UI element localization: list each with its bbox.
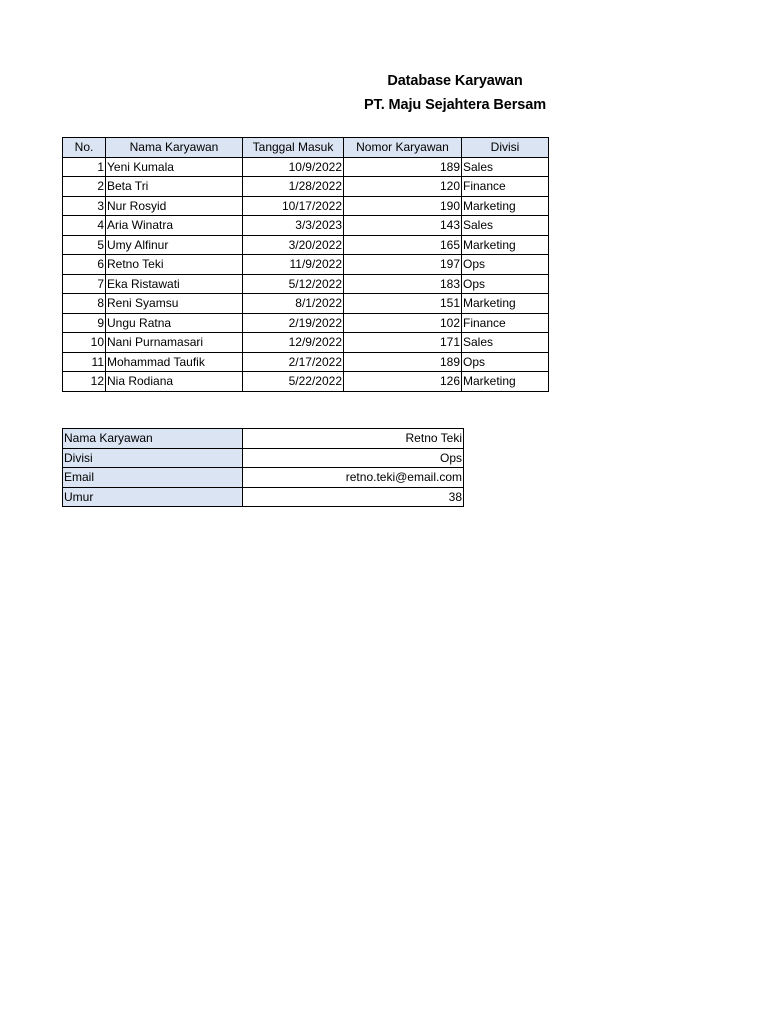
cell-nama-karyawan: Reni Syamsu (106, 294, 243, 314)
cell-nomor-karyawan: 189 (344, 352, 462, 372)
detail-row (63, 487, 464, 507)
cell-nama-karyawan: Umy Alfinur (106, 235, 243, 255)
cell-no: 11 (63, 352, 106, 372)
cell-nomor-karyawan: 190 (344, 196, 462, 216)
cell-nomor-karyawan: 143 (344, 216, 462, 236)
cell-nomor-karyawan: 183 (344, 274, 462, 294)
cell-no: 12 (63, 372, 106, 392)
cell-divisi: Marketing (462, 196, 549, 216)
header-nomor-karyawan: Nomor Karyawan (344, 138, 462, 158)
header-tanggal-masuk: Tanggal Masuk (243, 138, 344, 158)
detail-value: retno.teki@email.com (243, 468, 464, 488)
company-name: PT. Maju Sejahtera Bersam (363, 97, 547, 113)
document-title: Database Karyawan (387, 73, 523, 89)
table-row (63, 352, 549, 372)
cell-nomor-karyawan: 171 (344, 333, 462, 353)
cell-no: 5 (63, 235, 106, 255)
cell-tanggal-masuk: 8/1/2022 (243, 294, 344, 314)
cell-tanggal-masuk: 1/28/2022 (243, 177, 344, 197)
table-row (63, 372, 549, 392)
cell-nama-karyawan: Retno Teki (106, 255, 243, 275)
cell-divisi: Ops (462, 274, 549, 294)
cell-divisi: Marketing (462, 294, 549, 314)
cell-nomor-karyawan: 151 (344, 294, 462, 314)
header-divisi: Divisi (462, 138, 549, 158)
cell-tanggal-masuk: 2/17/2022 (243, 352, 344, 372)
cell-nama-karyawan: Nia Rodiana (106, 372, 243, 392)
cell-tanggal-masuk: 3/3/2023 (243, 216, 344, 236)
cell-divisi: Sales (462, 333, 549, 353)
cell-nama-karyawan: Nur Rosyid (106, 196, 243, 216)
cell-tanggal-masuk: 5/12/2022 (243, 274, 344, 294)
cell-no: 8 (63, 294, 106, 314)
table-row (63, 313, 549, 333)
cell-tanggal-masuk: 5/22/2022 (243, 372, 344, 392)
cell-nomor-karyawan: 126 (344, 372, 462, 392)
detail-value: Retno Teki (243, 429, 464, 449)
cell-divisi: Ops (462, 352, 549, 372)
table-row (63, 294, 549, 314)
detail-row (63, 468, 464, 488)
cell-nama-karyawan: Ungu Ratna (106, 313, 243, 333)
table-row (63, 216, 549, 236)
detail-label: Nama Karyawan (63, 429, 243, 449)
cell-nama-karyawan: Eka Ristawati (106, 274, 243, 294)
table-row (63, 157, 549, 177)
detail-label: Umur (63, 487, 243, 507)
cell-divisi: Sales (462, 216, 549, 236)
table-row (63, 235, 549, 255)
cell-nama-karyawan: Mohammad Taufik (106, 352, 243, 372)
cell-tanggal-masuk: 11/9/2022 (243, 255, 344, 275)
cell-no: 6 (63, 255, 106, 275)
table-row (63, 255, 549, 275)
detail-row (63, 448, 464, 468)
cell-no: 1 (63, 157, 106, 177)
cell-no: 9 (63, 313, 106, 333)
cell-divisi: Marketing (462, 235, 549, 255)
cell-no: 4 (63, 216, 106, 236)
cell-no: 10 (63, 333, 106, 353)
cell-nomor-karyawan: 165 (344, 235, 462, 255)
cell-tanggal-masuk: 2/19/2022 (243, 313, 344, 333)
header-no: No. (63, 138, 106, 158)
cell-tanggal-masuk: 3/20/2022 (243, 235, 344, 255)
cell-nama-karyawan: Nani Purnamasari (106, 333, 243, 353)
cell-divisi: Ops (462, 255, 549, 275)
table-row (63, 274, 549, 294)
cell-nomor-karyawan: 189 (344, 157, 462, 177)
cell-tanggal-masuk: 12/9/2022 (243, 333, 344, 353)
cell-divisi: Marketing (462, 372, 549, 392)
detail-label: Email (63, 468, 243, 488)
cell-nama-karyawan: Aria Winatra (106, 216, 243, 236)
cell-nama-karyawan: Beta Tri (106, 177, 243, 197)
header-nama-karyawan: Nama Karyawan (106, 138, 243, 158)
detail-row (63, 429, 464, 449)
table-row (63, 177, 549, 197)
cell-nomor-karyawan: 102 (344, 313, 462, 333)
cell-tanggal-masuk: 10/9/2022 (243, 157, 344, 177)
cell-nomor-karyawan: 197 (344, 255, 462, 275)
employee-detail-table (62, 428, 464, 507)
cell-no: 2 (63, 177, 106, 197)
cell-no: 7 (63, 274, 106, 294)
table-row (63, 333, 549, 353)
detail-value: Ops (243, 448, 464, 468)
table-row (63, 196, 549, 216)
cell-divisi: Finance (462, 177, 549, 197)
detail-value: 38 (243, 487, 464, 507)
cell-nama-karyawan: Yeni Kumala (106, 157, 243, 177)
cell-divisi: Sales (462, 157, 549, 177)
detail-label: Divisi (63, 448, 243, 468)
employee-table (62, 137, 549, 392)
cell-no: 3 (63, 196, 106, 216)
cell-divisi: Finance (462, 313, 549, 333)
cell-nomor-karyawan: 120 (344, 177, 462, 197)
cell-tanggal-masuk: 10/17/2022 (243, 196, 344, 216)
table-header-row (63, 138, 549, 158)
